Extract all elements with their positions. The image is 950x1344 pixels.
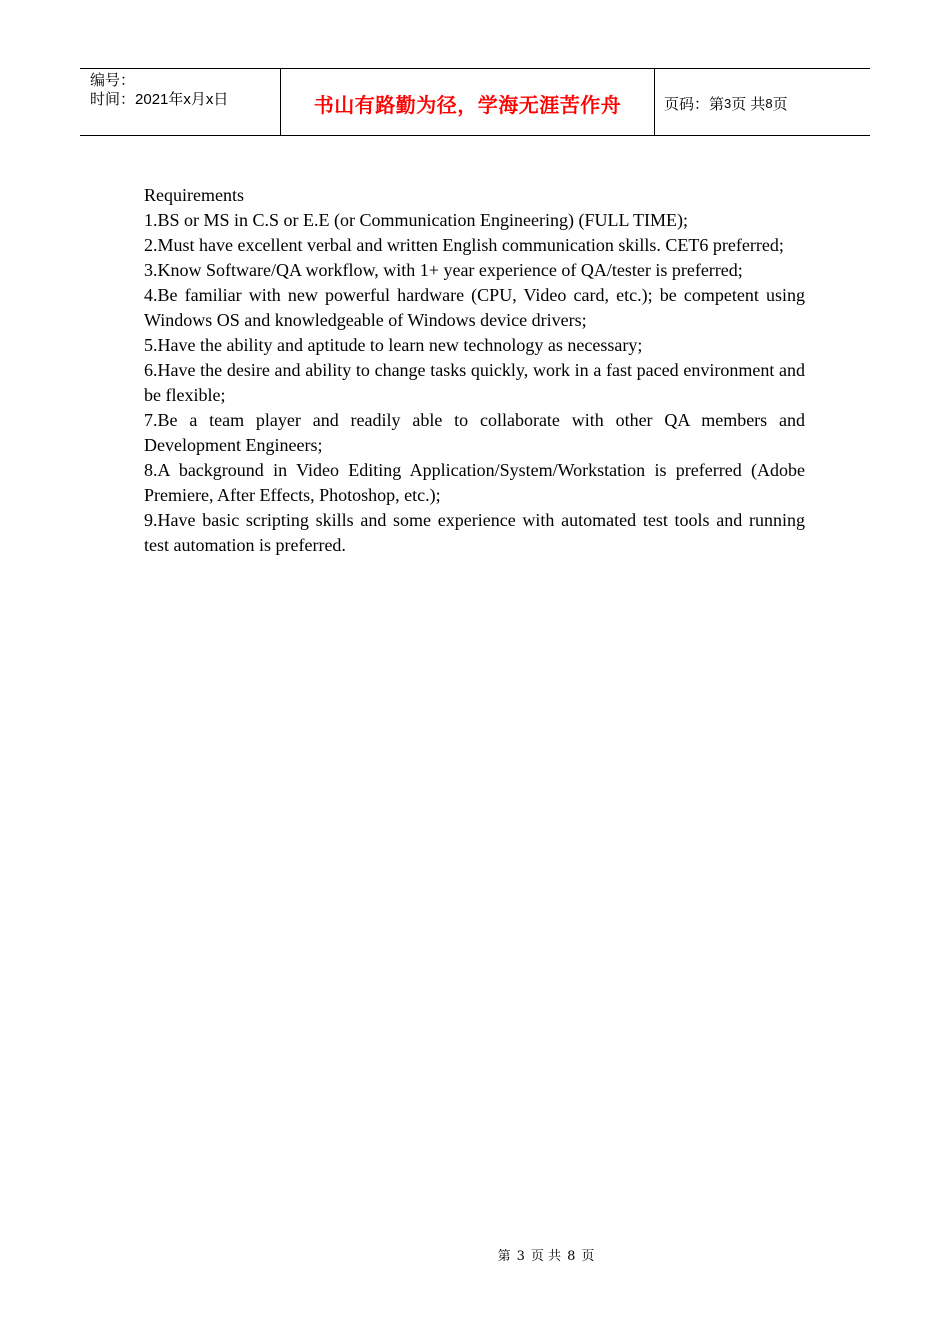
page-total: 8 (765, 96, 773, 111)
header-page-cell (655, 69, 870, 136)
requirements-heading: Requirements (144, 185, 244, 205)
time-label: 时间： (90, 91, 136, 108)
requirement-item: 2.Must have excellent verbal and written English communication skills. CET6 preferred; (144, 235, 784, 255)
document-number-label: 编号： (90, 72, 136, 89)
page-mid: 页 共 (731, 96, 766, 113)
footer-total: 8 (567, 1249, 576, 1264)
requirement-item: 6.Have the desire and ability to change tasks quickly, work in a fast paced environment and be flexible; (144, 360, 805, 405)
document-time (90, 90, 280, 109)
time-value: 2021年x月x日 (135, 91, 229, 108)
footer-prefix: 第 (497, 1249, 511, 1264)
document-body (144, 183, 805, 558)
requirement-item: 8.A background in Video Editing Application/System/Workstation is preferred (Adobe Premiere, After Effects, Photoshop, etc.); (144, 460, 805, 505)
footer-mid: 页 共 (530, 1249, 562, 1264)
page-current: 3 (724, 96, 732, 111)
header-motto: 书山有路勤为径，学海无涯苦作舟 (313, 93, 622, 117)
footer-suffix: 页 (581, 1249, 595, 1264)
page-footer (0, 1245, 950, 1264)
header-motto-cell (281, 69, 655, 136)
page-header (80, 68, 870, 136)
requirement-item: 9.Have basic scripting skills and some experience with automated test tools and running test automation is preferred. (144, 510, 805, 555)
header-meta-cell (80, 69, 281, 136)
requirement-item: 7.Be a team player and readily able to collaborate with other QA members and Development Engineers; (144, 410, 805, 455)
requirement-item: 1.BS or MS in C.S or E.E (or Communication Engineering) (FULL TIME); (144, 210, 688, 230)
requirement-item: 3.Know Software/QA workflow, with 1+ year experience of QA/tester is preferred; (144, 260, 743, 280)
page-suffix: 页 (772, 96, 788, 113)
requirement-item: 5.Have the ability and aptitude to learn new technology as necessary; (144, 335, 643, 355)
footer-current: 3 (516, 1249, 525, 1264)
page-label: 页码：第 (664, 96, 725, 113)
requirement-item: 4.Be familiar with new powerful hardware (CPU, Video card, etc.); be competent using Windows OS and knowledgeable of Windows device drivers; (144, 285, 805, 330)
